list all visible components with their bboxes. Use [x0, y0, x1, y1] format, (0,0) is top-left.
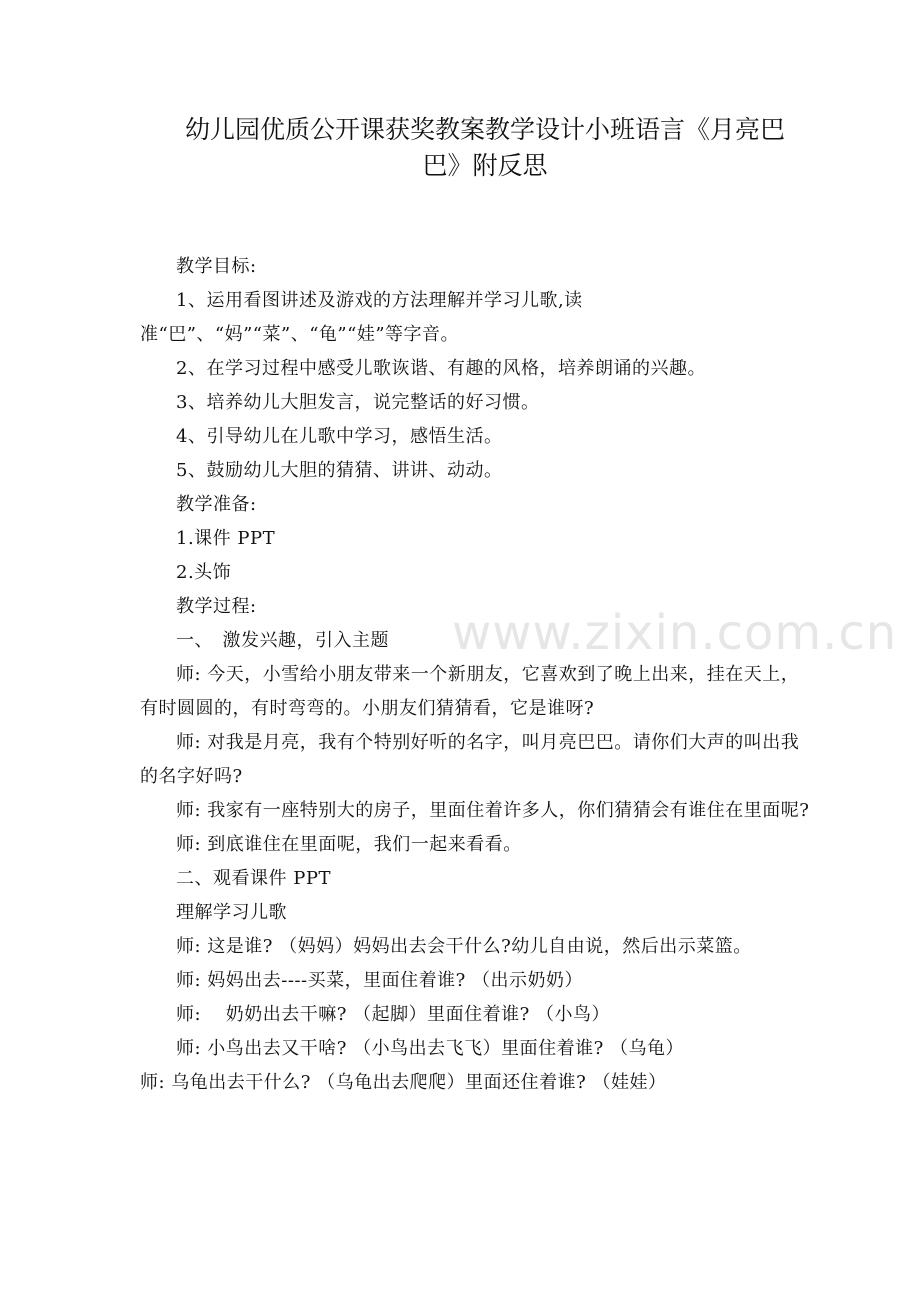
paragraph-objective-2: 2、在学习过程中感受儿歌诙谐、有趣的风格，培养朗诵的兴趣。 — [176, 358, 706, 379]
paragraph-process-step-2: 二、观看课件 PPT — [176, 868, 331, 889]
paragraph-objective-1: 1、运用看图讲述及游戏的方法理解并学习儿歌,读准“巴”、“妈”“菜”、“龟”“娃”等字音。 — [140, 290, 583, 345]
paragraph-preparation-1: 1.课件 PPT — [176, 528, 276, 549]
paragraph-objective-5: 5、鼓励幼儿大胆的猜猜、讲讲、动动。 — [176, 460, 503, 481]
document-title-line-1: 幼儿园优质公开课获奖教案教学设计小班语言《月亮巴 — [184, 115, 785, 144]
document-title-line-2: 巴》附反思 — [422, 151, 548, 180]
paragraph-process-heading: 教学过程: — [176, 596, 257, 617]
paragraph-teacher-1: 师: 今天，小雪给小朋友带来一个新朋友，它喜欢到了晚上出来，挂在天上，有时圆圆的，有时弯弯的。小朋友们猜猜看，它是谁呀? — [140, 664, 800, 719]
paragraph-teacher-6: 师: 妈妈出去----买菜，里面住着谁? （出示奶奶） — [176, 970, 583, 991]
watermark-text: www.zixin.com.cn — [452, 605, 898, 661]
paragraph-objective-4: 4、引导幼儿在儿歌中学习，感悟生活。 — [176, 426, 503, 447]
paragraph-preparation-heading: 教学准备: — [176, 494, 257, 515]
paragraph-teacher-5: 师: 这是谁? （妈妈）妈妈出去会干什么?幼儿自由说，然后出示菜篮。 — [176, 936, 752, 957]
paragraph-objectives-heading: 教学目标: — [176, 256, 257, 277]
paragraph-teacher-7: 师: 奶奶出去干嘛? （起脚）里面住着谁? （小鸟） — [176, 1004, 611, 1025]
document-title — [140, 112, 830, 184]
paragraph-objective-3: 3、培养幼儿大胆发言，说完整话的好习惯。 — [176, 392, 540, 413]
paragraph-teacher-4: 师: 到底谁住在里面呢，我们一起来看看。 — [176, 834, 522, 855]
paragraph-process-step-2-sub: 理解学习儿歌 — [176, 902, 287, 923]
document-body — [140, 250, 810, 1100]
paragraph-teacher-9: 师: 乌龟出去干什么? （乌龟出去爬爬）里面还住着谁? （娃娃） — [140, 1072, 667, 1093]
paragraph-teacher-2: 师: 对我是月亮，我有个特别好听的名字，叫月亮巴巴。请你们大声的叫出我的名字好吗? — [140, 732, 800, 787]
paragraph-preparation-2: 2.头饰 — [176, 562, 232, 583]
paragraph-process-step-1: 一、 激发兴趣，引入主题 — [176, 630, 389, 651]
paragraph-teacher-8: 师: 小鸟出去又干啥? （小鸟出去飞飞）里面住着谁? （乌龟） — [176, 1038, 685, 1059]
paragraph-teacher-3: 师: 我家有一座特别大的房子，里面住着许多人，你们猜猜会有谁住在里面呢? — [176, 800, 810, 821]
